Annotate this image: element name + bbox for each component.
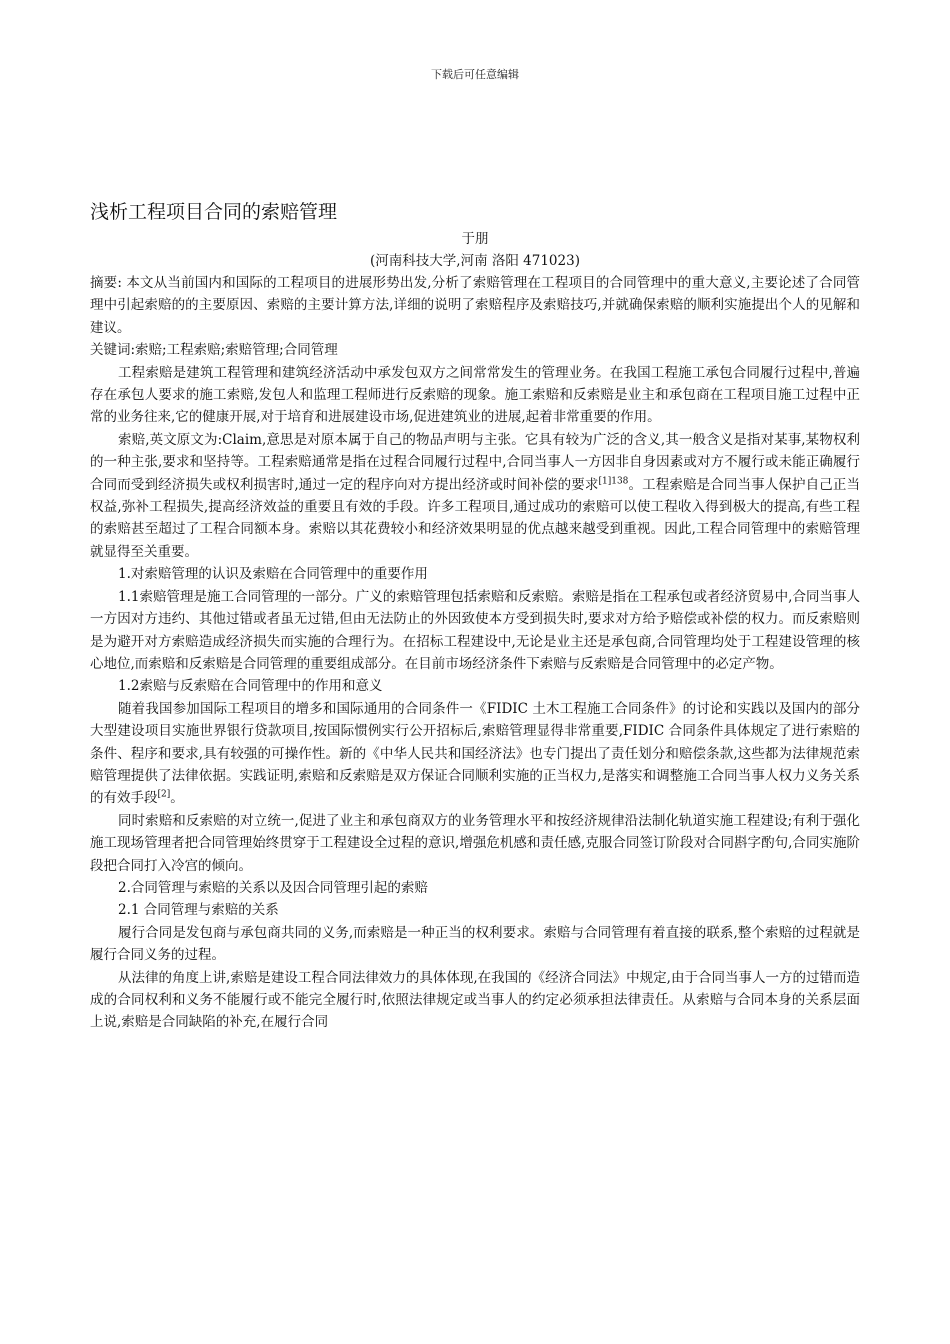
citation-1: [1]138 (598, 476, 629, 487)
section-heading-1: 1.对索赔管理的认识及索赔在合同管理中的重要作用 (118, 566, 428, 583)
section-heading-2-1: 2.1 合同管理与索赔的关系 (118, 902, 279, 919)
paragraph-2-1-b: 从法律的角度上讲,索赔是建设工程合同法律效力的具体体现,在我国的《经济合同法》中规定,由于合同当事人一方的过错而造成的合同权利和义务不能履行或不能完全履行时,依照法律规定或当事人的约定必须承担法律责任。从索赔与合同本身的关系层面上说,索赔是合同缺陷的补充,在履行合同 (90, 969, 860, 1031)
paragraph-1-2-part2: 。 (170, 790, 184, 807)
paragraph-claim-definition-part2: 。工程索赔是合同当事人保护自己正当权益,弥补工程损失,提高经济效益的重要且有效的手段。许多工程项目,通过成功的索赔可以使工程收入得到极大的提高,有些工程的索赔甚至超过了工程合同额本身。索赔以其花费较小和经济效果明显的优点越来越受到重视。因此,工程合同管理中的索赔管理就显得至关重要。 (90, 476, 860, 560)
article-author: 于朋 (461, 231, 489, 247)
abstract: 摘要: 本文从当前国内和国际的工程项目的进展形势出发,分析了索赔管理在工程项目的合同管理中的重大意义,主要论述了合同管理中引起索赔的的主要原因、索赔的主要计算方法,详细的说明了索赔程序及索赔技巧,并就确保索赔的顺利实施提出个人的见解和建议。 (90, 275, 860, 336)
article-affiliation: (河南科技大学,河南 洛阳 471023) (370, 253, 580, 269)
article-title: 浅析工程项目合同的索赔管理 (90, 201, 338, 223)
article-body (90, 198, 860, 1034)
paragraph-unity: 同时索赔和反索赔的对立统一,促进了业主和承包商双方的业务管理水平和按经济规律沿法制化轨道实施工程建设;有利于强化施工现场管理者把合同管理始终贯穿于工程建设全过程的意识,增强危机感和责任感,克服合同签订阶段对合同斟字酌句,合同实施阶段把合同打入冷宫的倾向。 (90, 812, 860, 874)
section-heading-1-2: 1.2索赔与反索赔在合同管理中的作用和意义 (118, 678, 383, 695)
paragraph-2-1-a: 履行合同是发包商与承包商共同的义务,而索赔是一种正当的权利要求。索赔与合同管理有着直接的联系,整个索赔的过程就是履行合同义务的过程。 (90, 924, 860, 964)
page-header-note: 下载后可任意编辑 (431, 68, 519, 81)
paragraph-1-1: 1.1索赔管理是施工合同管理的一部分。广义的索赔管理包括索赔和反索赔。索赔是指在工程承包或者经济贸易中,合同当事人一方因对方违约、其他过错或者虽无过错,但由无法防止的外因致使本方受到损失时,要求对方给予赔偿或补偿的权力。而反索赔则是为避开对方索赔造成经济损失而实施的合理行为。在招标工程建设中,无论是业主还是承包商,合同管理均处于工程建设管理的核心地位,而索赔和反索赔是合同管理的重要组成部分。在目前市场经济条件下索赔与反索赔是合同管理中的必定产物。 (90, 588, 860, 672)
paragraph-claim-definition (90, 429, 860, 563)
citation-2: [2] (157, 789, 171, 800)
keywords: 关键词:索赔;工程索赔;索赔管理;合同管理 (90, 342, 338, 359)
paragraph-claim-definition-part1: 索赔,英文原文为:Claim,意思是对原本属于自己的物品声明与主张。它具有较为广泛的含义,其一般含义是指对某事,某物权利的一种主张,要求和坚持等。工程索赔通常是指在过程合同履行过程中,合同当事人一方因非自身因素或对方不履行或未能正确履行合同而受到经济损失或权利损害时,通过一定的程序向对方提出经济或时间补偿的要求 (90, 431, 860, 493)
paragraph-1-2 (90, 698, 860, 810)
section-heading-2: 2.合同管理与索赔的关系以及因合同管理引起的索赔 (118, 879, 428, 896)
paragraph-intro: 工程索赔是建筑工程管理和建筑经济活动中承发包双方之间常常发生的管理业务。在我国工程施工承包合同履行过程中,普遍存在承包人要求的施工索赔,发包人和监理工程师进行反索赔的现象。施工索赔和反索赔是业主和承包商在工程项目施工过程中正常的业务往来,它的健康开展,对于培育和进展建设市场,促进建筑业的进展,起着非常重要的作用。 (90, 364, 860, 426)
paragraph-1-2-part1: 随着我国参加国际工程项目的增多和国际通用的合同条件一《FIDIC 土木工程施工合同条件》的讨论和实践以及国内的部分大型建设项目实施世界银行贷款项目,按国际惯例实行公开招标后,索赔管理显得非常重要,FIDIC 合同条件具体规定了进行索赔的条件、程序和要求,具有较强的可操作性。新的《中华人民共和国经济法》也专门提出了责任划分和赔偿条款,这些都为法律规范索赔管理提供了法律依据。实践证明,索赔和反索赔是双方保证合同顺利实施的正当权力,是落实和调整施工合同当事人权力义务关系的有效手段 (90, 700, 860, 807)
